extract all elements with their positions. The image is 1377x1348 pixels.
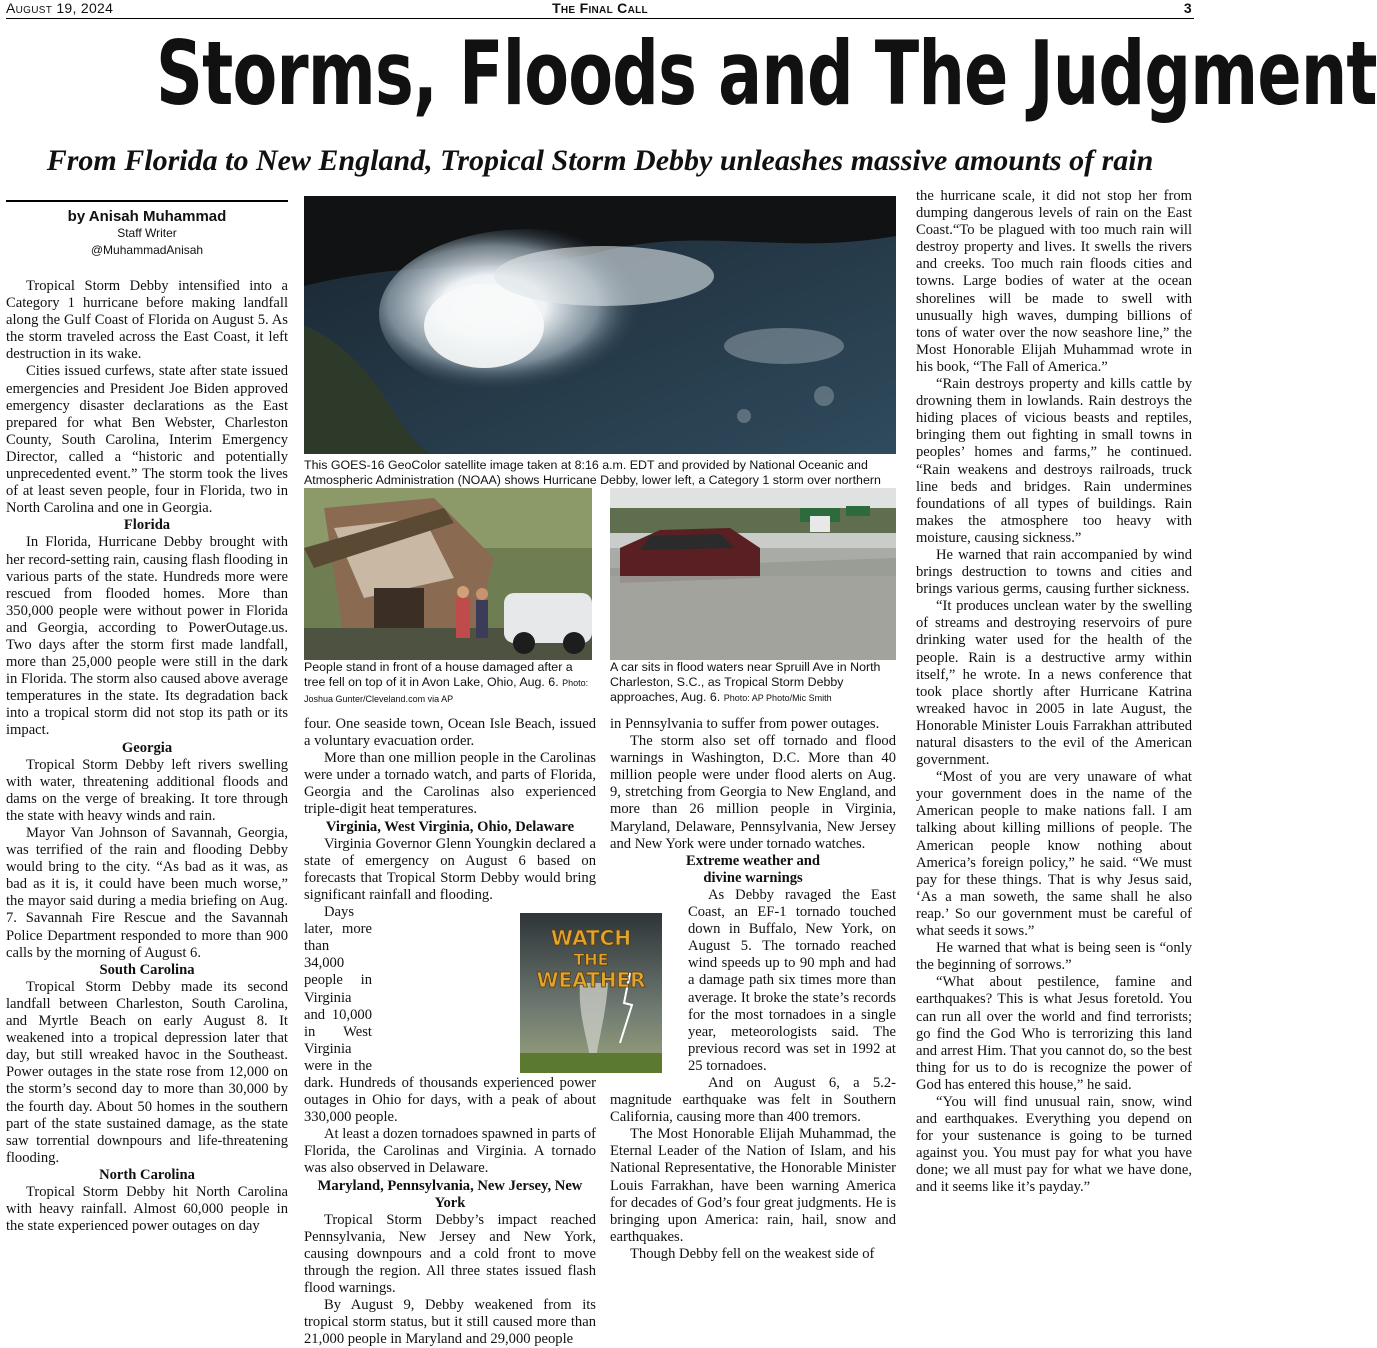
paragraph: “What about pestilence, famine and earthquakes? This is what Jesus foretold. You can run all over the world and find terrorists; go find the God Who is terrorizing this land and arrest Him. That you cannot do, so the best thing for us to do is recognize the power of God has entered this house,” he said.: [916, 974, 1192, 1093]
author-role: Staff Writer: [117, 226, 177, 240]
photo-credit: Photo: Joshua Gunter/Cleveland.com via AP: [304, 678, 589, 704]
paragraph: He warned that rain accompanied by wind brings destruction to towns and cities and brings various germs, causing further sickness.: [916, 546, 1192, 598]
photo-credit: Photo: AP Photo/Mic Smith: [723, 693, 832, 703]
subhead-virginia: Virginia, West Virginia, Ohio, Delaware: [325, 818, 575, 835]
graphic-float-spacer: [380, 910, 602, 1070]
subhead-south-carolina: South Carolina: [99, 961, 195, 978]
promo-line-3: WEATHER: [536, 968, 646, 992]
satellite-photo: [304, 196, 896, 454]
caption-text: This GOES-16 GeoColor satellite image taken at 8:16 a.m. EDT and provided by National Oceanic and Atmospheric Administration (NOAA) shows Hurricane Debby, lower left, a Category 1 storm over northern: [304, 458, 881, 487]
paragraph: More than one million people in the Carolinas were under a tornado watch, and parts of Florida, Georgia and the Carolinas also experienced triple-digit heat temperatures.: [304, 750, 596, 818]
paragraph: He warned that what is being seen is “only the beginning of sorrows.”: [916, 940, 1192, 974]
author-name: by Anisah Muhammad: [67, 208, 227, 225]
subhead-line-1: Extreme weather and: [685, 852, 821, 869]
paragraph: Tropical Storm Debby left rivers swelling with water, threatening additional floods and dams on the verge of breaking. It tore through the state with heavy winds and rain.: [6, 756, 288, 824]
subheadline: From Florida to New England, Tropical Storm Debby unleashes massive amounts of rain: [46, 144, 1154, 177]
paragraph: Tropical Storm Debby hit North Carolina with heavy rainfall. Almost 60,000 people in the state experienced power outages on day: [6, 1183, 288, 1235]
article-column-2: [304, 716, 596, 1348]
paragraph: “It produces unclean water by the swelling of streams and destroying reservoirs of pure drinking water used for the health of the people. Rain is a destructive army within itself,” he wrote. In a news conference that took place shortly after Hurricane Katrina wreaked havoc in 2005 in late August, the Honorable Minister Louis Farrakhan attributed natural disasters to the evil of the American government.: [916, 598, 1192, 769]
byline: [6, 200, 288, 259]
subhead-florida: Florida: [123, 517, 171, 534]
paragraph: Though Debby fell on the weakest side of: [630, 1245, 875, 1262]
caption-text: A car sits in flood waters near Spruill Ave in North Charleston, S.C., as Tropical Storm Debby approaches, Aug. 6.: [610, 660, 881, 704]
graphic-float-spacer: [610, 887, 682, 1077]
paragraph: As Debby ravaged the East Coast, an EF-1 tornado touched down in Buffalo, New York, on August 5. The tornado reached wind speeds up to 90 mph and had a damage path six times more than average. It broke the state’s records for the most tornadoes in a single year, meteorologists said. The previous record was set in 1992 at 25 tornadoes.: [688, 886, 896, 1074]
page-number: 3: [1183, 0, 1192, 16]
author-handle: @MuhammadAnisah: [90, 243, 204, 257]
paragraph: “Rain destroys property and kills cattle by drowning them in lowlands. Rain destroys the hiding places of vicious beasts and reptiles, bringing them out fighting in small towns in peoples’ homes and farms,” he continued. “Rain weakens and destroys railroads, truck line beds and bridges. Rain undermines foundations of all types of buildings. Rain makes the atmosphere too heavy with moisture, causing sickness.”: [916, 376, 1192, 546]
paragraph: the hurricane scale, it did not stop her from dumping dangerous levels of rain on the East Coast.“To be plagued with too much rain will destroy property and lives. It swells the rivers and creeks. Too much rain floods cities and towns. Large bodies of water at the ocean shorelines will be made to swell with unusually high waves, dumping billions of tons of water over the now seashore line,” the Most Honorable Elijah Muhammad wrote in his book, “The Fall of America.”: [916, 188, 1192, 375]
paper-name: The Final Call: [552, 0, 648, 16]
article-column-1: [6, 278, 288, 1235]
damaged-house-photo: [304, 488, 592, 660]
paragraph: Tropical Storm Debby made its second landfall between Charleston, South Carolina, and Myrtle Beach on early August 8. It weakened into a tropical depression later that day, but still wreaked havoc in the Southeast. Power outages in the state rose from 12,000 on the storm’s second day to more than 30,000 by the fourth day. About 50 homes in the southern part of the state sustained damage, as the state saw torrential downpours and life-threatening flooding.: [6, 978, 288, 1166]
paragraph: In Florida, Hurricane Debby brought with her record-setting rain, causing flash flooding in various parts of the state. Hundreds more were rescued from flooded homes. More than 350,000 people were without power in Florida and Georgia, according to PowerOutage.us. Two days after the storm first made landfall, more than 25,000 people were still in the dark in Florida. The storm also caused above average temperatures in the state. Its degradation back into a tropical storm did not stop its path or its impact.: [6, 534, 288, 739]
article-column-3: [610, 716, 896, 1263]
paragraph: At least a dozen tornadoes spawned in parts of Florida, the Carolinas and Virginia. A tornado was also observed in Delaware.: [304, 1126, 596, 1177]
paragraph: Cities issued curfews, state after state issued emergencies and President Joe Biden approved emergency disaster declarations as the East prepared for what Ben Webster, Charleston County, South Carolina, Interim Emergency Director, called a “historic and potentially unprecedented event.” The storm took the lives of at least seven people, four in Florida, two in North Carolina and one in Georgia.: [6, 363, 288, 517]
folio-bar: [6, 0, 1194, 19]
house-caption: [304, 660, 592, 707]
paragraph: Virginia Governor Glenn Youngkin declared a state of emergency on August 6 based on forecasts that Tropical Storm Debby would bring significant rainfall and flooding.: [304, 835, 596, 903]
promo-line-2: THE: [573, 950, 609, 969]
paragraph: in Pennsylvania to suffer from power outages.: [610, 716, 880, 732]
subhead-extreme-weather: [610, 853, 896, 887]
headline: Storms, Floods and The Judgment: [156, 22, 1377, 125]
flooded-car-photo: [610, 488, 896, 660]
subhead-maryland: Maryland, Pennsylvania, New Jersey, New York: [317, 1177, 583, 1211]
paragraph: And on August 6, a 5.2-magnitude earthquake was felt in Southern California, causing more than 400 tremors.: [610, 1074, 896, 1126]
paragraph: “Most of you are very unaware of what your government does in the name of the American people to make nations fall. I am talking about killing millions of people. The American people know nothing about America’s foreign policy,” he said. “We must pay for these things. That is why Jesus said, ‘As a man soweth, the same shall he also reap.’ So our government must be careful of what seeds it sows.”: [916, 769, 1192, 940]
article-column-4: [916, 188, 1192, 1197]
car-caption: [610, 660, 896, 706]
subhead-georgia: Georgia: [121, 739, 173, 756]
paragraph: Days later, more than 34,000 people in Virginia and 10,000 in West Virginia were in the dark. Hundreds of thousands experienced power outages in Ohio for days, with a peak of about 330,000 people.: [304, 904, 596, 1126]
paragraph: By August 9, Debby weakened from its tropical storm status, but it still caused more than 21,000 people in Maryland and 29,000 people: [304, 1297, 596, 1348]
paragraph: four. One seaside town, Ocean Isle Beach, issued a voluntary evacuation order.: [304, 716, 596, 750]
paragraph: Tropical Storm Debby intensified into a Category 1 hurricane before making landfall along the Gulf Coast of Florida on August 5. As the storm traveled across the East Coast, it left destruction in its wake.: [6, 278, 288, 363]
subhead-north-carolina: North Carolina: [99, 1166, 195, 1183]
paragraph: Tropical Storm Debby’s impact reached Pennsylvania, New Jersey and New York, causing downpours and a cold front to move through the region. All three states issued flash flood warnings.: [304, 1211, 596, 1297]
paragraph: The storm also set off tornado and flood warnings in Washington, D.C. More than 40 million people were under flood alerts on Aug. 9, stretching from Georgia to New England, and more than 26 million people in Virginia, Maryland, Delaware, Pennsylvania, New Jersey and New York were under tornado watches.: [610, 733, 896, 852]
caption-text: People stand in front of a house damaged after a tree fell on top of it in Avon Lake, Ohio, Aug. 6.: [304, 660, 573, 689]
issue-date: August 19, 2024: [6, 0, 114, 16]
subhead-line-2: divine warnings: [703, 869, 803, 886]
paragraph: Mayor Van Johnson of Savannah, Georgia, was terrified of the rain and flooding Debby would bring to the city. “As bad as it was, as bad as it is, it could have been much worse,” the mayor said during a media briefing on Aug. 7. Savannah Fire Rescue and the Savannah Police Department responded to more than 900 calls by the morning of August 6.: [6, 825, 288, 961]
paragraph: The Most Honorable Elijah Muhammad, the Eternal Leader of the Nation of Islam, and his National Representative, the Honorable Minister Louis Farrakhan, have been warning America for decades of God’s four great judgments. He is bringing upon America: rain, hail, snow and earthquakes.: [610, 1126, 896, 1245]
promo-line-1: WATCH: [550, 926, 632, 950]
paragraph: “You will find unusual rain, snow, wind and earthquakes. Everything you depend on for your sustenance is going to be turned against you. You must pay for what you have done; we all must pay for what we have done, and it seems like it’s payday.”: [916, 1093, 1192, 1196]
